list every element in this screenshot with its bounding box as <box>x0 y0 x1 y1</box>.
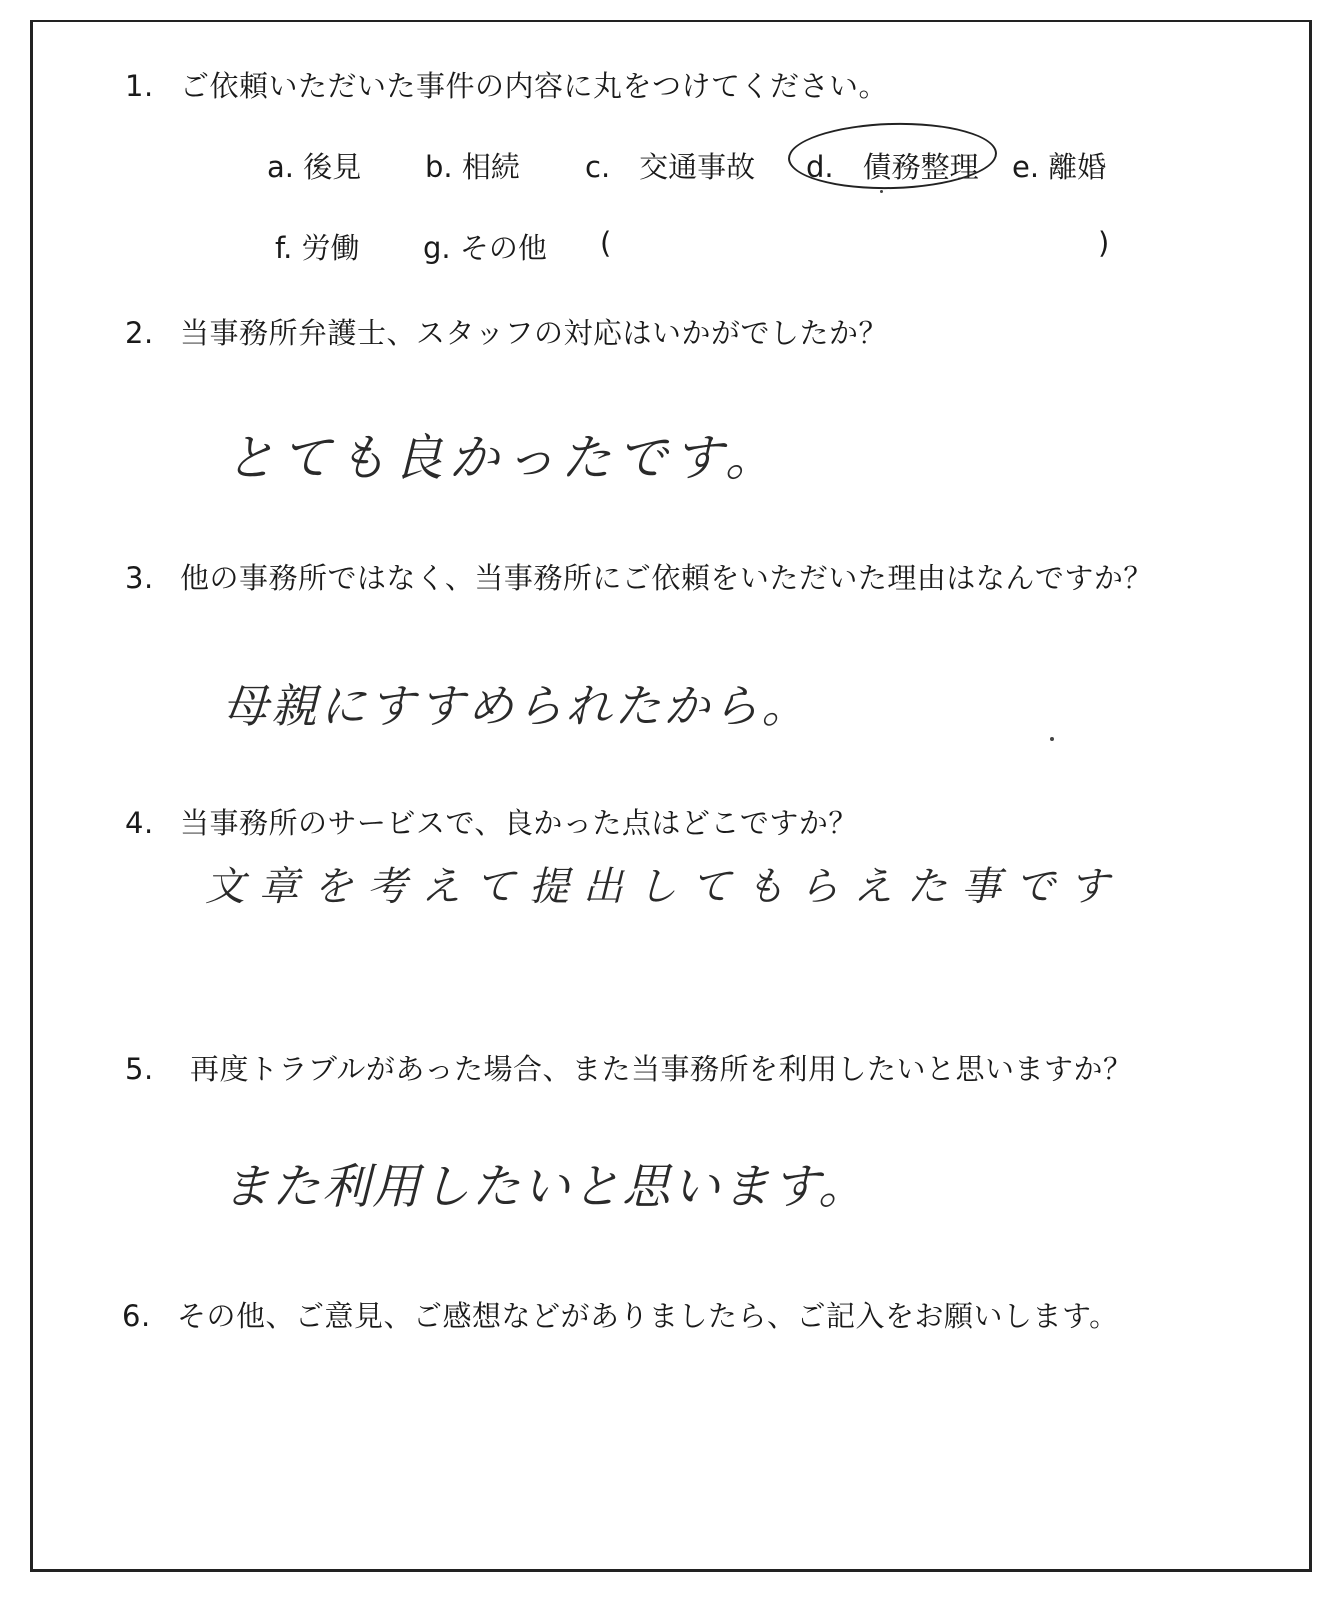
question-2-number: 2. <box>125 316 154 350</box>
scan-speck <box>1050 737 1054 741</box>
answer-4-handwritten: 文章を考えて提出してもらえた事です <box>205 864 1123 910</box>
question-4-text: 当事務所のサービスで、良かった点はどこですか？ <box>180 806 858 840</box>
other-paren-open: ( <box>600 226 612 260</box>
question-5-text: 再度トラブルがあった場合、また当事務所を利用したいと思いますか？ <box>190 1052 1133 1086</box>
question-3-text: 他の事務所ではなく、当事務所にご依頼をいただいた理由はなんですか？ <box>180 561 1153 595</box>
question-1-number: 1. <box>125 69 154 103</box>
option-g-other: g. その他 <box>423 231 547 265</box>
question-6-text: その他、ご意見、ご感想などがありましたら、ご記入をお願いします。 <box>177 1299 1119 1333</box>
option-c-traffic-accident: c. 交通事故 <box>585 150 756 184</box>
answer-3-handwritten: 母親にすすめられたから。 <box>222 679 811 733</box>
answer-5-handwritten: また利用したいと思います。 <box>222 1159 869 1215</box>
question-4 <box>125 801 858 842</box>
option-a-guardianship: a. 後見 <box>267 150 362 184</box>
option-f-labor: f. 労働 <box>275 231 360 265</box>
survey-form-border <box>30 20 1312 1572</box>
question-6-number: 6. <box>122 1299 151 1333</box>
question-1 <box>125 64 888 105</box>
option-d-debt-consolidation: d. 債務整理 <box>806 150 979 184</box>
question-4-number: 4. <box>125 806 154 840</box>
question-2 <box>125 311 888 352</box>
question-3-number: 3. <box>125 561 154 595</box>
option-e-divorce: e. 離婚 <box>1012 150 1107 184</box>
question-1-text: ご依頼いただいた事件の内容に丸をつけてください。 <box>180 69 889 103</box>
other-paren-close: ) <box>1098 226 1110 260</box>
answer-2-handwritten: とても良かったです。 <box>225 429 781 487</box>
question-3 <box>125 556 1153 597</box>
question-2-text: 当事務所弁護士、スタッフの対応はいかがでしたか？ <box>180 316 889 350</box>
question-5 <box>125 1047 1133 1088</box>
question-6 <box>122 1294 1119 1335</box>
question-5-number: 5. <box>125 1052 154 1086</box>
option-b-inheritance: b. 相続 <box>425 150 520 184</box>
scan-speck <box>880 190 883 193</box>
